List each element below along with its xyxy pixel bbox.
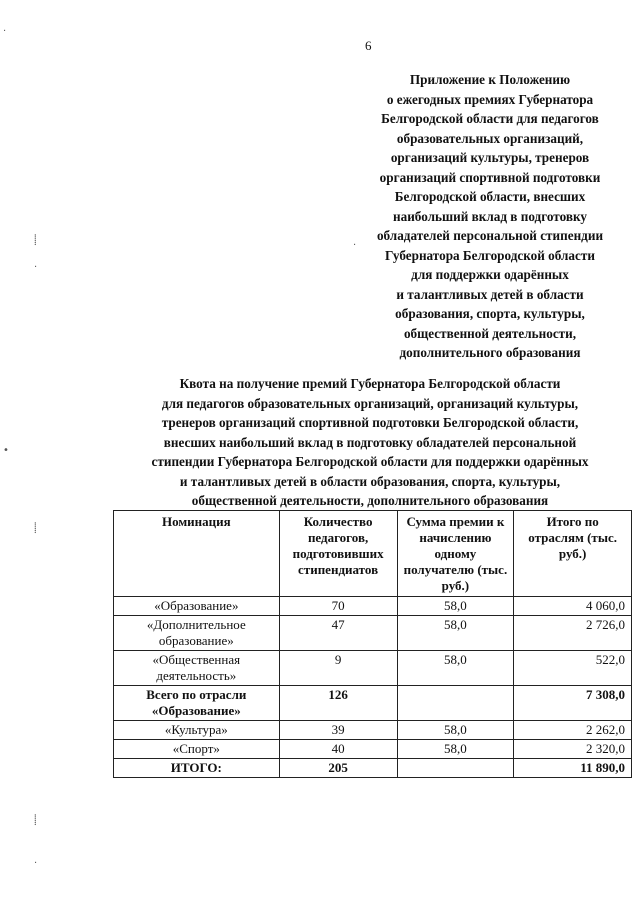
table-row (114, 721, 632, 740)
cell-count: 205 (279, 759, 397, 778)
title-line: общественной деятельности, дополнительного образования (191, 493, 549, 508)
cell-count: 70 (279, 597, 397, 616)
header-count: Количество педагогов, подготовивших стипендиатов (279, 511, 397, 597)
header-amount: Сумма премии к начислению одному получателю (тыс. руб.) (397, 511, 514, 597)
title-line: Квота на получение премий Губернатора Белгородской области (179, 376, 561, 391)
header-nomination: Номинация (114, 511, 280, 597)
title-line: внесших наибольший вклад в подготовку обладателей персональной (163, 434, 577, 450)
cell-nomination: Всего по отрасли «Образование» (114, 686, 280, 721)
title-line: тренеров организаций спортивной подготовки Белгородской области, (161, 415, 579, 430)
subtotal-row (114, 686, 632, 721)
appendix-line: организаций культуры, тренеров (390, 150, 590, 165)
appendix-line: наибольший вклад в подготовку (393, 208, 587, 224)
appendix-line: и талантливых детей в области (396, 286, 584, 302)
appendix-line: общественной деятельности, (403, 325, 577, 341)
appendix-line: Белгородской области, внесших (394, 189, 586, 204)
appendix-line: о ежегодных премиях Губернатора (386, 91, 594, 107)
appendix-line: Белгородской области для педагогов (381, 111, 599, 126)
appendix-line: организаций спортивной подготовки (379, 169, 601, 185)
cell-count: 40 (279, 740, 397, 759)
cell-total: 2 726,0 (514, 616, 632, 651)
cell-amount: 58,0 (397, 721, 514, 740)
cell-nomination: «Дополнительное образование» (114, 616, 280, 651)
page-number: 6 (365, 38, 372, 53)
scan-mark: · (34, 858, 38, 869)
cell-count: 47 (279, 616, 397, 651)
appendix-line: Приложение к Положению (409, 72, 571, 87)
cell-nomination: «Общественная деятельность» (114, 651, 280, 686)
cell-total: 7 308,0 (514, 686, 632, 721)
title-line: и талантливых детей в области образования, спорта, культуры, (179, 473, 561, 489)
cell-count: 9 (279, 651, 397, 686)
scan-mark: ⸽ (34, 815, 37, 826)
cell-total: 2 262,0 (514, 721, 632, 740)
cell-nomination: «Спорт» (114, 740, 280, 759)
scan-mark: · (353, 240, 357, 251)
header-total: Итого по отраслям (тыс. руб.) (514, 511, 632, 597)
cell-total: 522,0 (514, 651, 632, 686)
title-line: стипендии Губернатора Белгородской области для поддержки одарённых (151, 454, 589, 469)
cell-nomination: «Образование» (114, 597, 280, 616)
quota-title (110, 374, 630, 511)
appendix-header (346, 70, 634, 363)
cell-total: 4 060,0 (514, 597, 632, 616)
title-line: для педагогов образовательных организаций, организаций культуры, (161, 395, 579, 411)
table-row (114, 597, 632, 616)
cell-amount: 58,0 (397, 597, 514, 616)
cell-total: 11 890,0 (514, 759, 632, 778)
cell-amount: 58,0 (397, 740, 514, 759)
cell-nomination: «Культура» (114, 721, 280, 740)
appendix-line: Губернатора Белгородской области (385, 247, 595, 263)
table-row (114, 740, 632, 759)
scan-mark: ⸽ (34, 523, 37, 534)
scan-mark: · (34, 262, 38, 273)
appendix-line: дополнительного образования (399, 345, 581, 360)
appendix-line: обладателей персональной стипендии (376, 228, 604, 243)
cell-count: 39 (279, 721, 397, 740)
cell-total: 2 320,0 (514, 740, 632, 759)
cell-nomination: ИТОГО: (114, 759, 280, 778)
cell-count: 126 (279, 686, 397, 721)
table-row (114, 616, 632, 651)
scan-mark: ⸽ (34, 235, 37, 246)
appendix-line: образовательных организаций, (396, 130, 584, 146)
quota-table (113, 510, 632, 778)
cell-amount: 58,0 (397, 651, 514, 686)
cell-amount (397, 759, 514, 778)
appendix-line: образования, спорта, культуры, (395, 306, 585, 321)
scan-mark: · (3, 26, 7, 37)
cell-amount (397, 686, 514, 721)
table-row (114, 651, 632, 686)
scan-mark: • (3, 445, 9, 456)
cell-amount: 58,0 (397, 616, 514, 651)
grand-total-row (114, 759, 632, 778)
appendix-line: для поддержки одарённых (411, 267, 569, 282)
table-header-row (114, 511, 632, 597)
